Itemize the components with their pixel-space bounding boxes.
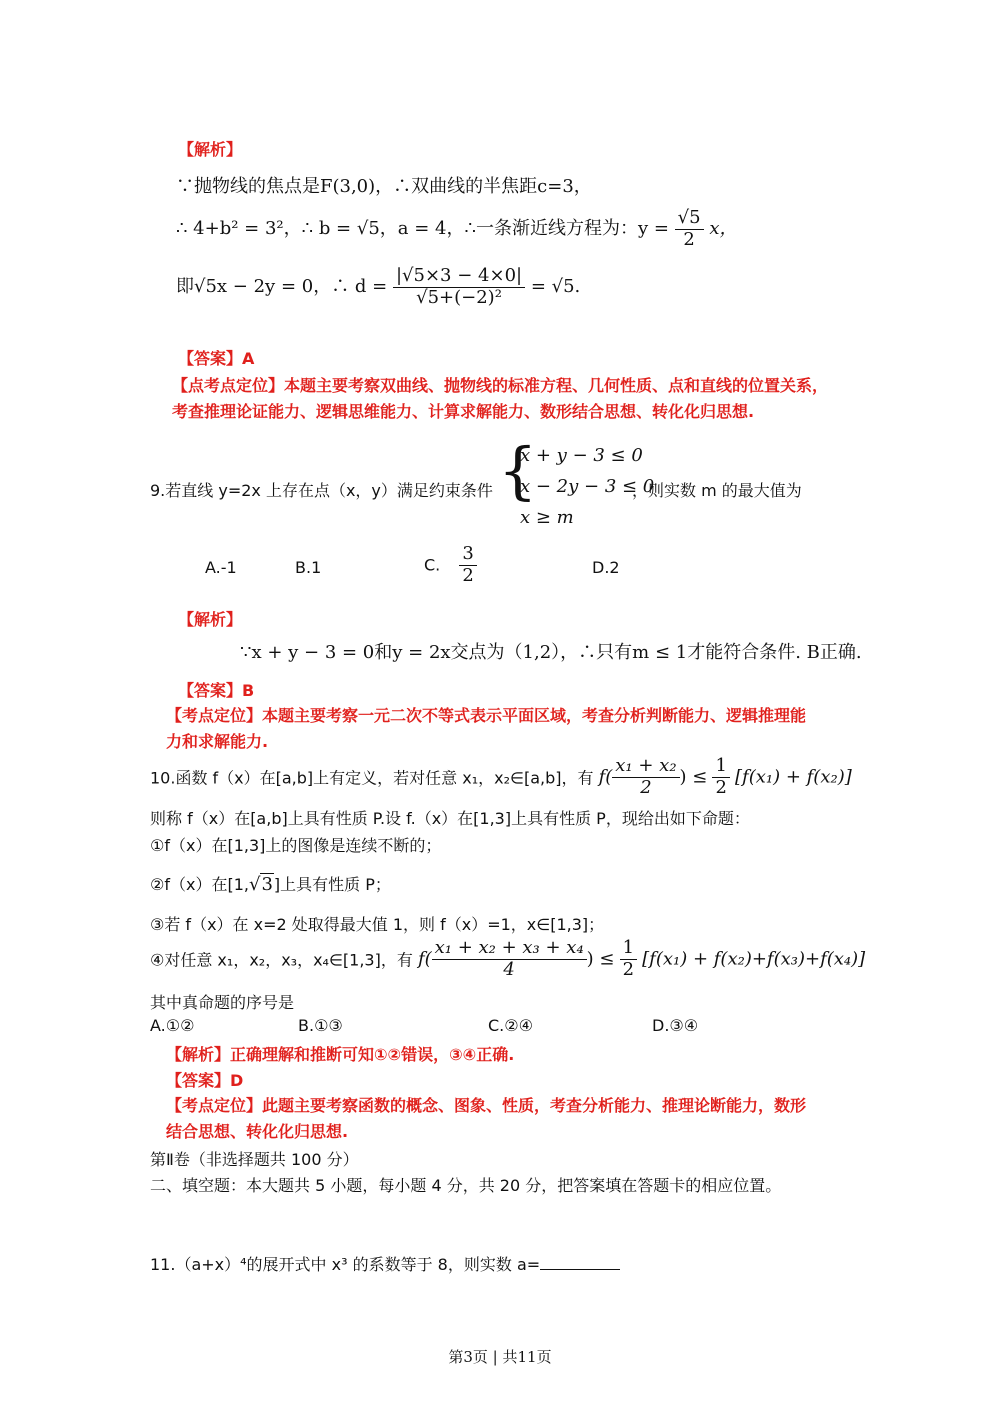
- q8-line2-text: ∴ 4+b² = 3²，∴ b = √5，a = 4，∴一条渐近线方程为：y =: [176, 218, 669, 240]
- q10-half-numerator: 1: [712, 756, 729, 778]
- q10-prop4-f: f(: [417, 948, 432, 970]
- q9-option-a: A.-1: [205, 558, 237, 577]
- q11-stem: 11.（a+x）⁴的展开式中 x³ 的系数等于 8，则实数 a=: [150, 1255, 541, 1274]
- q9-constraint-brace: {: [498, 434, 538, 507]
- q10-prop2-tail: ]上具有性质 P；: [273, 875, 391, 894]
- q10-prop4-rhs: [f(x₁) + f(x₂)+f(x₃)+f(x₄)]: [642, 948, 866, 970]
- part2-section-heading: 二、填空题：本大题共 5 小题，每小题 4 分，共 20 分，把答案填在答题卡的相应位置。: [150, 1176, 782, 1195]
- q8-analysis-line2: [176, 208, 737, 258]
- q8-analysis-line1: ∵抛物线的焦点是F(3,0)，∴双曲线的半焦距c=3，: [176, 176, 592, 197]
- q9-option-b: B.1: [295, 558, 322, 577]
- q10-prop4-le: ) ≤: [586, 948, 615, 970]
- q10-ineq-le: ) ≤: [679, 766, 708, 788]
- q10-prop3: ③若 f（x）在 x=2 处取得最大值 1，则 f（x）=1，x∈[1,3]；: [150, 915, 605, 934]
- page-footer: 第3页 | 共11页: [448, 1348, 552, 1366]
- q9-option-c-fraction: [459, 544, 476, 586]
- q10-point-line2: 结合思想、转化化归思想.: [166, 1122, 349, 1141]
- q10-line2: 则称 f（x）在[a,b]上具有性质 P.设 f.（x）在[1,3]上具有性质 P，现给出如下命题：: [150, 809, 750, 828]
- q9-point-line2: 力和求解能力.: [166, 732, 269, 751]
- q10-option-d: D.③④: [652, 1016, 699, 1035]
- q8-line2-tail: x，: [709, 218, 738, 240]
- q10-prop4: [150, 938, 865, 988]
- q9-option-c: [424, 544, 477, 594]
- q10-prop2-sqrt-sign: √: [248, 874, 261, 895]
- q10-prop2: [150, 872, 391, 895]
- q8-answer: 【答案】A: [178, 349, 255, 368]
- q9-analysis-tag: 【解析】: [178, 610, 243, 629]
- q9-option-d: D.2: [592, 558, 620, 577]
- q10-prop1: ①f（x）在[1,3]上的图像是连续不断的；: [150, 836, 442, 855]
- q10-stem: [150, 756, 852, 800]
- q8-analysis-tag: 【解析】: [178, 140, 243, 159]
- q10-half-fraction: [712, 756, 729, 798]
- q8-point-line2: 考查推理论证能力、逻辑思维能力、计算求解能力、数形结合思想、转化化归思想.: [172, 402, 755, 421]
- q8-distance-numerator: |√5×3 − 4×0|: [393, 266, 525, 288]
- q11-answer-blank: [540, 1255, 620, 1270]
- q9-option-c-numerator: 3: [459, 544, 476, 566]
- q10-ineq-f: f(: [598, 766, 613, 788]
- q10-question: 其中真命题的序号是: [150, 993, 295, 1012]
- q8-distance-denominator: √5+(−2)²: [416, 286, 502, 308]
- q10-option-b: B.①③: [298, 1016, 343, 1035]
- q8-distance-fraction: [393, 266, 525, 308]
- q8-point-line1: 【点考点定位】本题主要考察双曲线、抛物线的标准方程、几何性质、点和直线的位置关系，: [172, 376, 829, 395]
- q10-answer: 【答案】D: [166, 1071, 244, 1090]
- q10-ineq-denominator: 2: [640, 776, 652, 798]
- q10-prop4-text: ④对任意 x₁，x₂，x₃，x₄∈[1,3]，有: [150, 950, 413, 970]
- q10-prop2-text: ②f（x）在[1,: [150, 875, 249, 894]
- q9-analysis: ∵x + y − 3 = 0和y = 2x交点为（1,2），∴只有m ≤ 1才能符合条件. B正确.: [240, 642, 862, 663]
- q10-ineq-rhs: [f(x₁) + f(x₂)]: [735, 766, 852, 788]
- q8-analysis-line3: [176, 266, 580, 330]
- q11: [150, 1252, 620, 1275]
- q10-prop4-half-denominator: 2: [622, 958, 635, 980]
- q8-line3-text: 即√5x − 2y = 0，∴ d =: [176, 276, 388, 298]
- q9-constraint-2: x − 2y − 3 ≤ 0: [520, 476, 655, 497]
- q10-stem-text: 10.函数 f（x）在[a,b]上有定义，若对任意 x₁，x₂∈[a,b]，有: [150, 768, 594, 788]
- q9-option-c-denominator: 2: [462, 564, 474, 586]
- q9-stem: 9.若直线 y=2x 上存在点（x，y）满足约束条件: [150, 481, 493, 500]
- q10-prop4-numerator: x₁ + x₂ + x₃ + x₄: [432, 938, 587, 960]
- q9-answer: 【答案】B: [178, 681, 255, 700]
- q10-prop4-denominator: 4: [503, 958, 515, 980]
- q10-prop2-sqrt-value: 3: [261, 874, 273, 895]
- q8-line3-tail: = √5.: [530, 276, 581, 298]
- q9-constraint-1: x + y − 3 ≤ 0: [520, 445, 643, 466]
- q10-option-c: C.②④: [488, 1016, 533, 1035]
- q8-asymptote-denominator: 2: [683, 228, 695, 250]
- q9-stem-tail: ，则实数 m 的最大值为: [632, 481, 802, 500]
- q9-constraint-3: x ≥ m: [520, 507, 574, 528]
- q10-point-line1: 【考点定位】此题主要考察函数的概念、图象、性质，考查分析能力、推理论断能力，数形: [166, 1096, 807, 1115]
- q9-point-line1: 【考点定位】本题主要考察一元二次不等式表示平面区域，考查分析判断能力、逻辑推理能: [166, 706, 807, 725]
- q10-ineq-fraction: [612, 756, 679, 798]
- q10-prop4-half-numerator: 1: [620, 938, 637, 960]
- part2-title: 第Ⅱ卷（非选择题共 100 分）: [150, 1150, 359, 1169]
- q8-asymptote-numerator: √5: [675, 208, 704, 230]
- q10-ineq-numerator: x₁ + x₂: [612, 756, 679, 778]
- q10-prop4-fraction: [432, 938, 587, 980]
- q10-half-denominator: 2: [715, 776, 727, 798]
- q10-prop4-half: [620, 938, 637, 980]
- q10-analysis: 【解析】正确理解和推断可知①②错误，③④正确.: [166, 1045, 515, 1064]
- q10-option-a: A.①②: [150, 1016, 195, 1035]
- q8-asymptote-fraction: [675, 208, 704, 250]
- q9-option-c-label: C.: [424, 555, 441, 575]
